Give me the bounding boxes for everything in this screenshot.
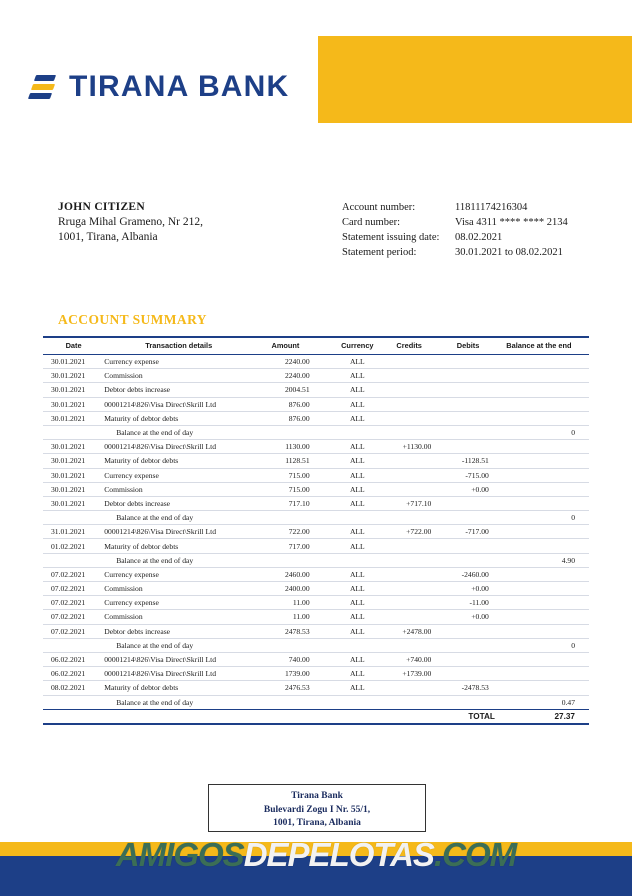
cell-amount: 876.00 [257,397,331,411]
cell-details: Maturity of debtor debts [100,411,257,425]
cell-date: 06.02.2021 [43,667,100,681]
table-row [43,624,589,638]
footer-address-line-2: 1001, Tirana, Albania [273,818,361,828]
cell-balance [499,496,589,510]
column-header-balance: Balance at the end [499,337,589,355]
cell-credits [383,553,443,567]
watermark-part-3: .COM [433,836,517,873]
cell-debits [443,624,499,638]
cell-details: Debtor debts increase [100,624,257,638]
cell-debits [443,369,499,383]
bank-name: TIRANA BANK [69,70,290,103]
table-header [43,337,589,355]
cell-credits [383,468,443,482]
table-row [43,681,589,695]
cell-currency: ALL [332,667,383,681]
cell-date: 30.01.2021 [43,355,100,369]
cell-currency: ALL [332,383,383,397]
cell-debits: -717.00 [443,525,499,539]
table-row [43,539,589,553]
cell-date: 07.02.2021 [43,610,100,624]
cell-details: 00001214\826\Visa Direct\Skrill Ltd [100,525,257,539]
cell-balance [499,454,589,468]
cell-debits: -1128.51 [443,454,499,468]
cell-date [43,695,100,709]
table-header-row [43,337,589,355]
total-row [43,709,589,724]
cell-credits: +2478.00 [383,624,443,638]
cell-debits [443,496,499,510]
cell-balance [499,525,589,539]
cell-date: 30.01.2021 [43,411,100,425]
cell-amount [257,553,331,567]
column-header-date: Date [43,337,100,355]
customer-address-block [58,200,203,245]
cell-amount: 11.00 [257,610,331,624]
watermark-part-1: AMIGOS [115,836,244,873]
footer-bank-name: Tirana Bank [291,791,343,801]
transactions-table [43,336,589,709]
cell-debits: -11.00 [443,596,499,610]
cell-balance [499,468,589,482]
account-info-block [342,200,568,260]
cell-amount: 2240.00 [257,369,331,383]
table-row [43,525,589,539]
cell-amount: 11.00 [257,596,331,610]
tirana-bank-logo-icon [28,72,58,102]
cell-balance: 0.47 [561,697,575,707]
cell-balance [499,369,589,383]
cell-date: 07.02.2021 [43,567,100,581]
cell-amount: 2240.00 [257,355,331,369]
balance-row [43,695,589,709]
cell-date: 30.01.2021 [43,369,100,383]
cell-currency [332,695,383,709]
cell-amount: 2478.53 [257,624,331,638]
cell-details: 00001214\826\Visa Direct\Skrill Ltd [100,440,257,454]
issuing-date-label: Statement issuing date: [342,232,440,243]
cell-credits [383,383,443,397]
cell-credits [383,695,443,709]
cell-currency [332,553,383,567]
cell-details: Commission [100,482,257,496]
cell-amount: 2460.00 [257,567,331,581]
cell-balance [499,383,589,397]
account-summary-title: ACCOUNT SUMMARY [58,312,207,327]
table-row [43,383,589,397]
cell-debits [443,355,499,369]
column-header-debits: Debits [443,337,499,355]
cell-currency [332,638,383,652]
balance-row [43,511,589,525]
cell-currency [332,425,383,439]
cell-details: Currency expense [100,468,257,482]
cell-debits: +0.00 [443,610,499,624]
cell-amount: 722.00 [257,525,331,539]
cell-amount: 1130.00 [257,440,331,454]
table-row [43,482,589,496]
cell-date [43,425,100,439]
table-row [43,369,589,383]
cell-balance: 0 [499,425,589,439]
cell-credits: +740.00 [383,652,443,666]
cell-credits [383,539,443,553]
cell-debits [443,652,499,666]
cell-amount: 715.00 [257,468,331,482]
total-label: TOTAL [468,711,495,721]
cell-credits [383,638,443,652]
cell-date: 30.01.2021 [43,482,100,496]
cell-currency: ALL [332,567,383,581]
cell-details: Commission [100,610,257,624]
cell-amount: 717.00 [257,539,331,553]
table-row [43,411,589,425]
cell-details: Balance at the end of day [100,638,257,652]
cell-details: Debtor debts increase [100,496,257,510]
cell-balance [499,411,589,425]
cell-currency: ALL [332,454,383,468]
cell-amount [257,511,331,525]
table-row [43,567,589,581]
cell-currency: ALL [332,468,383,482]
account-number-label: Account number: [342,202,416,213]
account-info-row [342,215,568,230]
table-row [43,582,589,596]
account-number-value: 11811174216304 [455,202,528,213]
footer-address-box [208,784,426,832]
cell-amount: 740.00 [257,652,331,666]
cell-date: 30.01.2021 [43,440,100,454]
cell-currency [332,511,383,525]
issuing-date-value: 08.02.2021 [455,232,503,243]
cell-balance [499,652,589,666]
cell-credits [383,511,443,525]
cell-currency: ALL [332,496,383,510]
card-number-value: Visa 4311 **** **** 2134 [455,217,568,228]
cell-credits: +722.00 [383,525,443,539]
watermark [0,836,632,874]
cell-amount: 1739.00 [257,667,331,681]
table-row [43,667,589,681]
customer-name: JOHN CITIZEN [58,201,145,213]
cell-credits [383,482,443,496]
cell-currency: ALL [332,652,383,666]
cell-credits [383,397,443,411]
cell-credits [383,596,443,610]
cell-debits [443,397,499,411]
cell-credits [383,582,443,596]
cell-details: Debtor debts increase [100,383,257,397]
cell-amount: 715.00 [257,482,331,496]
cell-details: 00001214\826\Visa Direct\Skrill Ltd [100,652,257,666]
cell-date [43,511,100,525]
cell-debits [443,383,499,397]
cell-currency: ALL [332,596,383,610]
cell-currency: ALL [332,369,383,383]
cell-credits: +1130.00 [383,440,443,454]
cell-date: 06.02.2021 [43,652,100,666]
cell-details: 00001214\826\Visa Direct\Skrill Ltd [100,397,257,411]
cell-amount: 876.00 [257,411,331,425]
cell-amount: 1128.51 [257,454,331,468]
cell-date: 30.01.2021 [43,397,100,411]
cell-details: Maturity of debtor debts [100,454,257,468]
table-row [43,596,589,610]
cell-credits [383,681,443,695]
cell-details: Balance at the end of day [100,425,257,439]
cell-details: Currency expense [100,567,257,581]
cell-details: 00001214\826\Visa Direct\Skrill Ltd [100,667,257,681]
cell-balance [499,482,589,496]
cell-balance [499,440,589,454]
table-row [43,454,589,468]
column-header-details: Transaction details [100,337,257,355]
total-value: 27.37 [554,711,575,721]
cell-balance [499,567,589,581]
balance-row [43,638,589,652]
table-row [43,440,589,454]
cell-date [43,553,100,567]
watermark-part-2: DEPELOTAS [243,836,434,873]
cell-date: 07.02.2021 [43,596,100,610]
cell-currency: ALL [332,539,383,553]
cell-balance [499,667,589,681]
total-table [43,709,589,725]
cell-debits [443,511,499,525]
cell-debits: -715.00 [443,468,499,482]
cell-currency: ALL [332,610,383,624]
cell-credits [383,610,443,624]
cell-amount: 717.10 [257,496,331,510]
cell-debits: +0.00 [443,482,499,496]
column-header-credits: Credits [383,337,443,355]
cell-date: 31.01.2021 [43,525,100,539]
cell-debits: +0.00 [443,582,499,596]
column-header-amount: Amount [257,337,331,355]
cell-currency: ALL [332,681,383,695]
table-row [43,496,589,510]
cell-amount: 2004.51 [257,383,331,397]
cell-balance [499,539,589,553]
cell-details: Commission [100,369,257,383]
cell-debits [443,695,499,709]
cell-currency: ALL [332,582,383,596]
cell-details: Commission [100,582,257,596]
cell-currency: ALL [332,482,383,496]
account-info-row [342,245,568,260]
cell-amount [257,695,331,709]
cell-debits [443,411,499,425]
customer-address-line-1: Rruga Mihal Grameno, Nr 212, [58,216,203,228]
cell-date: 08.02.2021 [43,681,100,695]
cell-balance: 4.90 [499,553,589,567]
cell-date: 01.02.2021 [43,539,100,553]
table-row [43,397,589,411]
cell-balance [499,596,589,610]
cell-date: 30.01.2021 [43,383,100,397]
cell-details: Maturity of debtor debts [100,681,257,695]
cell-details: Maturity of debtor debts [100,539,257,553]
footer-address-line-1: Bulevardi Zogu I Nr. 55/1, [263,804,371,815]
table-row [43,468,589,482]
cell-date: 30.01.2021 [43,454,100,468]
column-header-currency: Currency [332,337,383,355]
cell-debits [443,667,499,681]
cell-debits: -2478.53 [443,681,499,695]
cell-amount: 2476.53 [257,681,331,695]
balance-row [43,553,589,567]
cell-balance [499,624,589,638]
statement-period-value: 30.01.2021 to 08.02.2021 [455,247,563,258]
statement-period-label: Statement period: [342,247,417,258]
cell-credits: +717.10 [383,496,443,510]
cell-balance: 0 [499,638,589,652]
table-row [43,610,589,624]
cell-details: Currency expense [100,596,257,610]
account-info-row [342,230,568,245]
cell-currency: ALL [332,525,383,539]
cell-debits: -2460.00 [443,567,499,581]
cell-currency: ALL [332,355,383,369]
table-row [43,355,589,369]
cell-date: 30.01.2021 [43,496,100,510]
cell-credits [383,355,443,369]
cell-amount [257,638,331,652]
card-number-label: Card number: [342,217,401,228]
cell-balance [499,582,589,596]
cell-balance [499,681,589,695]
cell-details: Balance at the end of day [116,697,194,707]
cell-debits [443,539,499,553]
cell-date: 07.02.2021 [43,624,100,638]
cell-balance [499,610,589,624]
cell-amount [257,425,331,439]
cell-debits [443,425,499,439]
cell-balance: 0 [499,511,589,525]
cell-currency: ALL [332,411,383,425]
customer-address-line-2: 1001, Tirana, Albania [58,231,158,243]
cell-credits [383,425,443,439]
cell-credits [383,567,443,581]
account-info-row [342,200,568,215]
cell-debits [443,638,499,652]
cell-balance [499,355,589,369]
cell-balance [499,397,589,411]
cell-currency: ALL [332,624,383,638]
header-yellow-block [318,36,632,123]
bank-logo [28,70,289,104]
cell-date [43,638,100,652]
cell-date: 30.01.2021 [43,468,100,482]
transactions-table-wrapper [43,336,589,725]
cell-credits [383,454,443,468]
cell-debits [443,553,499,567]
cell-details: Balance at the end of day [100,511,257,525]
cell-date: 07.02.2021 [43,582,100,596]
cell-currency: ALL [332,397,383,411]
table-row [43,652,589,666]
cell-details: Currency expense [100,355,257,369]
balance-row [43,425,589,439]
cell-credits [383,411,443,425]
cell-amount: 2400.00 [257,582,331,596]
cell-currency: ALL [332,440,383,454]
cell-debits [443,440,499,454]
table-body [43,355,589,709]
cell-credits [383,369,443,383]
cell-credits: +1739.00 [383,667,443,681]
cell-details: Balance at the end of day [100,553,257,567]
